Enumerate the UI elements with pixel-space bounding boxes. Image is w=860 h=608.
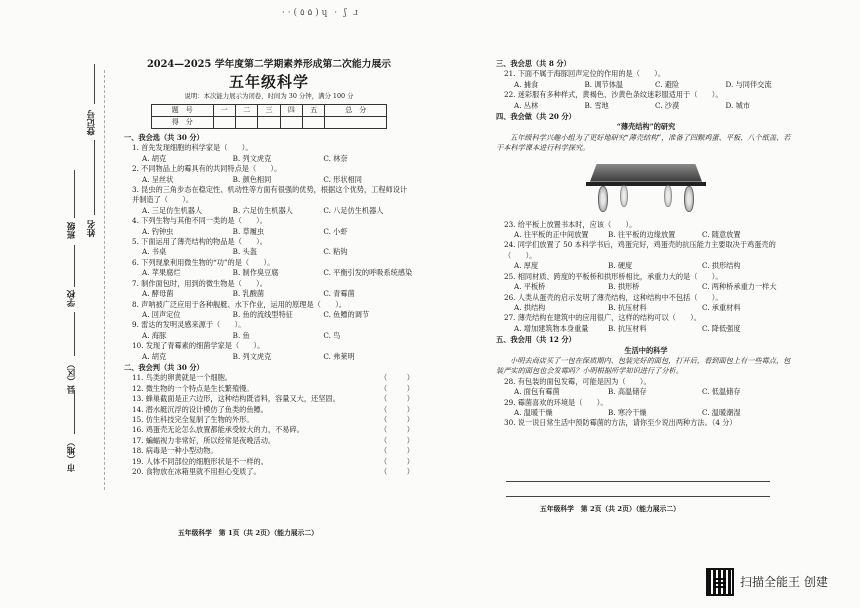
option-row: [496, 324, 796, 334]
option-row: [124, 310, 414, 320]
score-cell: 题 号: [152, 105, 214, 117]
statement: 13. 蜂巢截面是正六边形，这种结构既省料，容量又大，还坚固。: [132, 394, 340, 404]
option[interactable]: C. 避险: [655, 79, 680, 89]
true-false-item: [124, 394, 414, 404]
paren-open: （: [380, 404, 388, 414]
option[interactable]: B. 乳酸菌: [232, 289, 265, 299]
option[interactable]: A. 平板桥: [514, 282, 546, 292]
paren-open: （: [380, 394, 388, 404]
exam-note: 说明：本次能力展示为闭卷，时间为 30 分钟，满分 100 分: [184, 92, 354, 100]
margin-field-class: 班级: [67, 222, 77, 239]
page-2: [496, 58, 796, 429]
question-text: 10. 发现了青霉素的细菌学家是（ ）。: [132, 341, 265, 351]
egg-support: [684, 186, 694, 212]
paren-open: （: [380, 373, 388, 383]
answer-line[interactable]: [506, 496, 770, 497]
question-text: 26. 人类从蛋壳的启示发明了薄壳结构，这种结构中不包括（ ）。: [504, 292, 723, 302]
option[interactable]: C. 降低强度: [702, 323, 741, 333]
paren-close: ）: [406, 373, 414, 383]
statement: 11. 鸟类的卵黄就是一个细胞。: [132, 373, 232, 383]
option-row: [496, 101, 796, 111]
section-subtitle: 生活中的科学: [624, 345, 668, 355]
question-text: 3. 昆虫的三角步态在稳定性、机动性等方面有很强的优势，根据这个优势，工程师设计并制造了（ ）。: [132, 185, 408, 205]
score-cell: 三: [258, 105, 280, 117]
score-cell: 四: [280, 105, 302, 117]
option[interactable]: A. 拱结构: [514, 302, 546, 312]
option[interactable]: B. 硬度: [608, 261, 633, 271]
option[interactable]: A. 胡克: [142, 351, 167, 361]
option[interactable]: B. 草履虫: [232, 226, 265, 236]
option-row: [496, 387, 796, 397]
paren-open: （: [380, 425, 388, 435]
question-text: 4. 下列生物与其他不同一类的是（ ）。: [132, 216, 267, 226]
margin-underline: [74, 390, 75, 434]
option[interactable]: B. 制作臭豆腐: [232, 268, 279, 278]
option[interactable]: B. 鱼的流线型特征: [232, 309, 293, 319]
section-intro: 小明去商店买了一包在保质期内、包装完好的面包，打开后，看到面包上有一些霉点，包装严实的面包也会发霉吗？小明根据所学知识进行了分析。: [496, 355, 791, 376]
true-false-item: [124, 457, 414, 467]
paren-close: ）: [406, 414, 414, 424]
option[interactable]: A. 厚度: [514, 261, 539, 271]
option[interactable]: A. 往平板的正中间放置: [514, 230, 589, 240]
option[interactable]: C. 八足仿生机器人: [323, 205, 384, 215]
answer-line[interactable]: [506, 481, 770, 482]
option[interactable]: B. 鱼: [232, 330, 250, 340]
statement: 20. 食物放在冰箱里就不用担心变质了。: [132, 467, 261, 476]
exam-title: 2024—2025 学年度第二学期素养形成第二次能力展示: [146, 59, 392, 70]
section-thinking: [496, 69, 796, 111]
option[interactable]: A. 胡克: [142, 153, 167, 163]
margin-underline: [74, 170, 75, 218]
option[interactable]: B. 调节体温: [584, 79, 624, 89]
option-row: [496, 408, 796, 418]
option[interactable]: A. 书桌: [142, 247, 167, 257]
option[interactable]: A. 增加建筑物本身重量: [514, 323, 589, 333]
option[interactable]: C. 青霉菌: [323, 289, 355, 299]
option-row: [496, 80, 796, 90]
true-false-item: [124, 373, 414, 383]
score-input-cell[interactable]: [235, 117, 257, 129]
score-cell: 五: [303, 105, 325, 117]
option[interactable]: C. 承重材料: [702, 302, 741, 312]
option[interactable]: B. 寒冷干燥: [608, 407, 647, 417]
option[interactable]: A. 温暖干燥: [514, 407, 553, 417]
option-row: [124, 352, 414, 362]
option[interactable]: A. 面包有霉菌: [514, 387, 560, 397]
option[interactable]: B. 六足仿生机器人: [232, 205, 293, 215]
option[interactable]: D. 城市: [725, 100, 750, 110]
statement: 14. 潜水艇沉浮的设计模仿了鱼类的鱼鳔。: [132, 404, 268, 414]
paren-close: ）: [406, 404, 414, 414]
answer-parentheses[interactable]: [380, 373, 414, 383]
option-row: [124, 289, 414, 299]
statement: 15. 仿生科技完全复制了生物的外形。: [132, 414, 254, 424]
statement: 16. 鸡蛋壳无论怎么放置都能承受较大的力，不易碎。: [132, 425, 304, 435]
paren-close: ）: [406, 446, 414, 456]
option[interactable]: B. 抗压材料: [608, 323, 647, 333]
egg-support: [598, 186, 608, 212]
paren-open: （: [380, 467, 388, 476]
answer-parentheses[interactable]: [380, 415, 414, 425]
question-text: 27. 薄壳结构在建筑中的应用很广，这样的结构可以（ ）。: [504, 313, 701, 323]
paren-open: （: [380, 435, 388, 445]
margin-field-name: 姓名: [87, 220, 97, 237]
plank-on-eggs-illustration: [586, 158, 706, 216]
option[interactable]: B. 往平板的边缘放置: [608, 230, 676, 240]
option-row: [496, 303, 796, 313]
question-text: 29. 霉菌喜欢的环境是（ ）。: [504, 397, 608, 407]
score-cell: 得 分: [152, 117, 214, 129]
true-false-item: [124, 425, 414, 435]
statement: 17. 蝙蝠视力非常好，所以经常是夜晚活动。: [132, 435, 276, 445]
option[interactable]: A. 钓钟虫: [142, 226, 174, 236]
true-false-item: [124, 405, 414, 415]
option-row: [124, 331, 414, 341]
option-row: [124, 227, 414, 237]
margin-field-county: 县（区）: [67, 360, 77, 394]
margin-underline: [74, 245, 75, 287]
question-text: 21. 下面不属于海豚回声定位的作用的是（ ）。: [504, 69, 666, 79]
question-text: 6. 下列现象利用微生物的“功”的是（ ）。: [132, 257, 275, 267]
question-text: 28. 有包装的面包发霉，可能是因为（ ）。: [504, 376, 651, 386]
section-subtitle: “薄壳结构”的研究: [616, 122, 676, 132]
paren-open: （: [380, 383, 388, 393]
question-text: 25. 相同材质、跨度的平板桥和拱形桥相比，承重力大的是（ ）。: [504, 271, 723, 281]
answer-parentheses[interactable]: [380, 446, 414, 456]
section-application: [496, 377, 796, 419]
option[interactable]: B. 头盔: [232, 247, 257, 257]
answer-parentheses[interactable]: [380, 436, 414, 446]
option[interactable]: A. 海豚: [142, 330, 167, 340]
paren-close: ）: [406, 383, 414, 393]
question-text: 24. 同学们放置了 50 本科学书后，鸡蛋完好，鸡蛋壳的抗压能力主要取决于鸡蛋壳的（ ）。: [504, 240, 776, 260]
score-cell: 二: [235, 105, 257, 117]
question-text: 2. 不同物品上的霉具有的共同特点是（ ）。: [132, 164, 282, 174]
margin-underline: [74, 312, 75, 356]
statement: 19. 人体不同部位的细胞形状是不一样的。: [132, 456, 268, 466]
score-input-cell[interactable]: [258, 117, 280, 129]
page-footer: 五年级科学 第 1页（共 2页）（能力展示二）: [178, 529, 318, 537]
paren-close: ）: [406, 467, 414, 476]
answer-parentheses[interactable]: [380, 405, 414, 415]
option[interactable]: C. 随意放置: [702, 230, 741, 240]
option[interactable]: A. 苹果腐烂: [142, 268, 181, 278]
question-text: 23. 给平板上放置书本时，应该（ ）。: [504, 219, 637, 229]
score-input-cell[interactable]: [325, 117, 387, 129]
option[interactable]: A. 呈丝状: [142, 174, 174, 184]
paren-open: （: [380, 446, 388, 456]
question-text: 22. 迷彩服有多种样式，黄褐色、沙黄色条纹迷彩服适用于（ ）。: [504, 90, 723, 100]
option[interactable]: B. 高温储存: [608, 387, 647, 397]
answer-parentheses[interactable]: [380, 467, 414, 477]
egg-support: [664, 185, 672, 207]
option[interactable]: C. 林奈: [323, 153, 348, 163]
cut-line: [104, 70, 105, 490]
egg-support: [620, 185, 628, 207]
option[interactable]: C. 两种桥承重力一样大: [702, 282, 777, 292]
true-false-item: [124, 436, 414, 446]
exam-subject: 五年级科学: [228, 73, 309, 91]
question-text: 9. 雷达的发明灵感来源于（ ）。: [132, 320, 246, 330]
paren-close: ）: [406, 456, 414, 466]
option-row: [124, 268, 414, 278]
paren-close: ）: [406, 394, 414, 404]
option-row: [496, 282, 796, 292]
margin-underline: [94, 140, 95, 215]
page-1: [124, 58, 414, 477]
option[interactable]: C. 粘钩: [323, 247, 348, 257]
option[interactable]: B. 抗压材料: [608, 302, 647, 312]
true-false-item: [124, 415, 414, 425]
option[interactable]: B. 颜色相同: [232, 174, 272, 184]
margin-underline: [94, 64, 95, 104]
statement: 12. 微生物的一个特点是生长繁殖慢。: [132, 383, 254, 393]
option-row: [124, 175, 414, 185]
option[interactable]: C. 鸟: [323, 330, 341, 340]
section-title: 三、我会思（共 8 分）: [496, 59, 571, 68]
true-false-item: [124, 384, 414, 394]
answer-parentheses[interactable]: [380, 394, 414, 404]
margin-field-reg-no: 登记号: [87, 110, 97, 136]
score-input-cell[interactable]: [303, 117, 325, 129]
score-input-cell[interactable]: [280, 117, 302, 129]
option[interactable]: C. 形状相同: [323, 174, 362, 184]
score-cell: 一: [213, 105, 235, 117]
paren-open: （: [380, 414, 388, 424]
option-row: [496, 261, 796, 271]
question-text: 1. 首先发现细胞的科学家是（ ）。: [132, 143, 253, 153]
true-false-item: [124, 446, 414, 456]
question-text: 5. 下面运用了薄壳结构的物品是（ ）。: [132, 237, 267, 247]
answer-parentheses[interactable]: [380, 384, 414, 394]
score-input-cell[interactable]: [213, 117, 235, 129]
section-true-false: [124, 373, 414, 477]
statement: 18. 病毒是一种小型动物。: [132, 446, 218, 456]
option-row: [124, 206, 414, 216]
option[interactable]: C. 小虾: [323, 226, 348, 236]
score-table: [151, 104, 387, 129]
option[interactable]: C. 弗莱明: [323, 351, 355, 361]
margin-field-school: 学校: [67, 290, 77, 307]
plank-top: [590, 164, 702, 182]
answer-parentheses[interactable]: [380, 425, 414, 435]
score-cell: 总 分: [325, 105, 387, 117]
answer-parentheses[interactable]: [380, 457, 414, 467]
page-footer: 五年级科学 第 2页（共 2页）（能力展示二）: [540, 505, 680, 513]
section-practice: [496, 220, 796, 334]
qr-code-icon: [706, 568, 734, 596]
option[interactable]: B. 列文虎克: [232, 153, 272, 163]
option[interactable]: B. 列文虎克: [232, 351, 272, 361]
option[interactable]: C. 平衡引发的呼吸系统感染: [323, 268, 413, 278]
question-text: 7. 制作面包时，用到的微生物是（ ）。: [132, 278, 267, 288]
option[interactable]: B. 拱形桥: [608, 282, 640, 292]
option[interactable]: A. 三足仿生机器人: [142, 205, 203, 215]
binding-margin: [0, 60, 108, 500]
option[interactable]: C. 低温储存: [702, 387, 741, 397]
true-false-item: [124, 467, 414, 477]
section-title: 五、我会用（共 12 分）: [496, 335, 576, 345]
option[interactable]: C. 温暖潮湿: [702, 407, 741, 417]
option[interactable]: C. 沙漠: [655, 100, 680, 110]
handwriting-scribble: · · ( ٥ ۵ ) ɥ · ʃ ɹ: [282, 8, 360, 18]
question-30: 30. 说一说日常生活中预防霉菌的方法，请你至少说出两种方法。（4 分）: [504, 418, 737, 428]
section-title: 二、我会判（共 30 分）: [124, 362, 204, 372]
question-text: 8. 声呐被广泛应用于各种舰艇、水下作业，运用的原理是（ ）。: [132, 299, 346, 309]
option[interactable]: A. 捕食: [514, 79, 539, 89]
option[interactable]: A. 酵母菌: [142, 289, 174, 299]
section-choice-questions: [124, 143, 414, 362]
option[interactable]: A. 回声定位: [142, 309, 181, 319]
paren-close: ）: [406, 435, 414, 445]
paren-open: （: [380, 456, 388, 466]
score-header-row: [152, 105, 387, 117]
option-row: [124, 247, 414, 257]
margin-field-city: 市（地）: [67, 438, 77, 472]
option[interactable]: C. 拱形结构: [702, 261, 741, 271]
option[interactable]: A. 丛林: [514, 100, 539, 110]
scanner-watermark: 扫描全能王 创建: [740, 575, 828, 589]
option[interactable]: B. 雪地: [584, 100, 609, 110]
option-row: [124, 154, 414, 164]
score-value-row: [152, 117, 387, 129]
option[interactable]: C. 鱼鳔的调节: [323, 309, 370, 319]
section-title: 一、我会选（共 30 分）: [124, 133, 204, 142]
paren-close: ）: [406, 425, 414, 435]
option[interactable]: D. 与同伴交流: [725, 79, 772, 89]
section-title: 四、我会做（共 20 分）: [496, 112, 576, 122]
section-intro: 五年级科学兴趣小组为了更好地研究“薄壳结构”，准备了四颗鸡蛋、平板、八个纸盖、若干本科学课本进行科学探究。: [496, 132, 791, 153]
option-row: [496, 230, 796, 240]
